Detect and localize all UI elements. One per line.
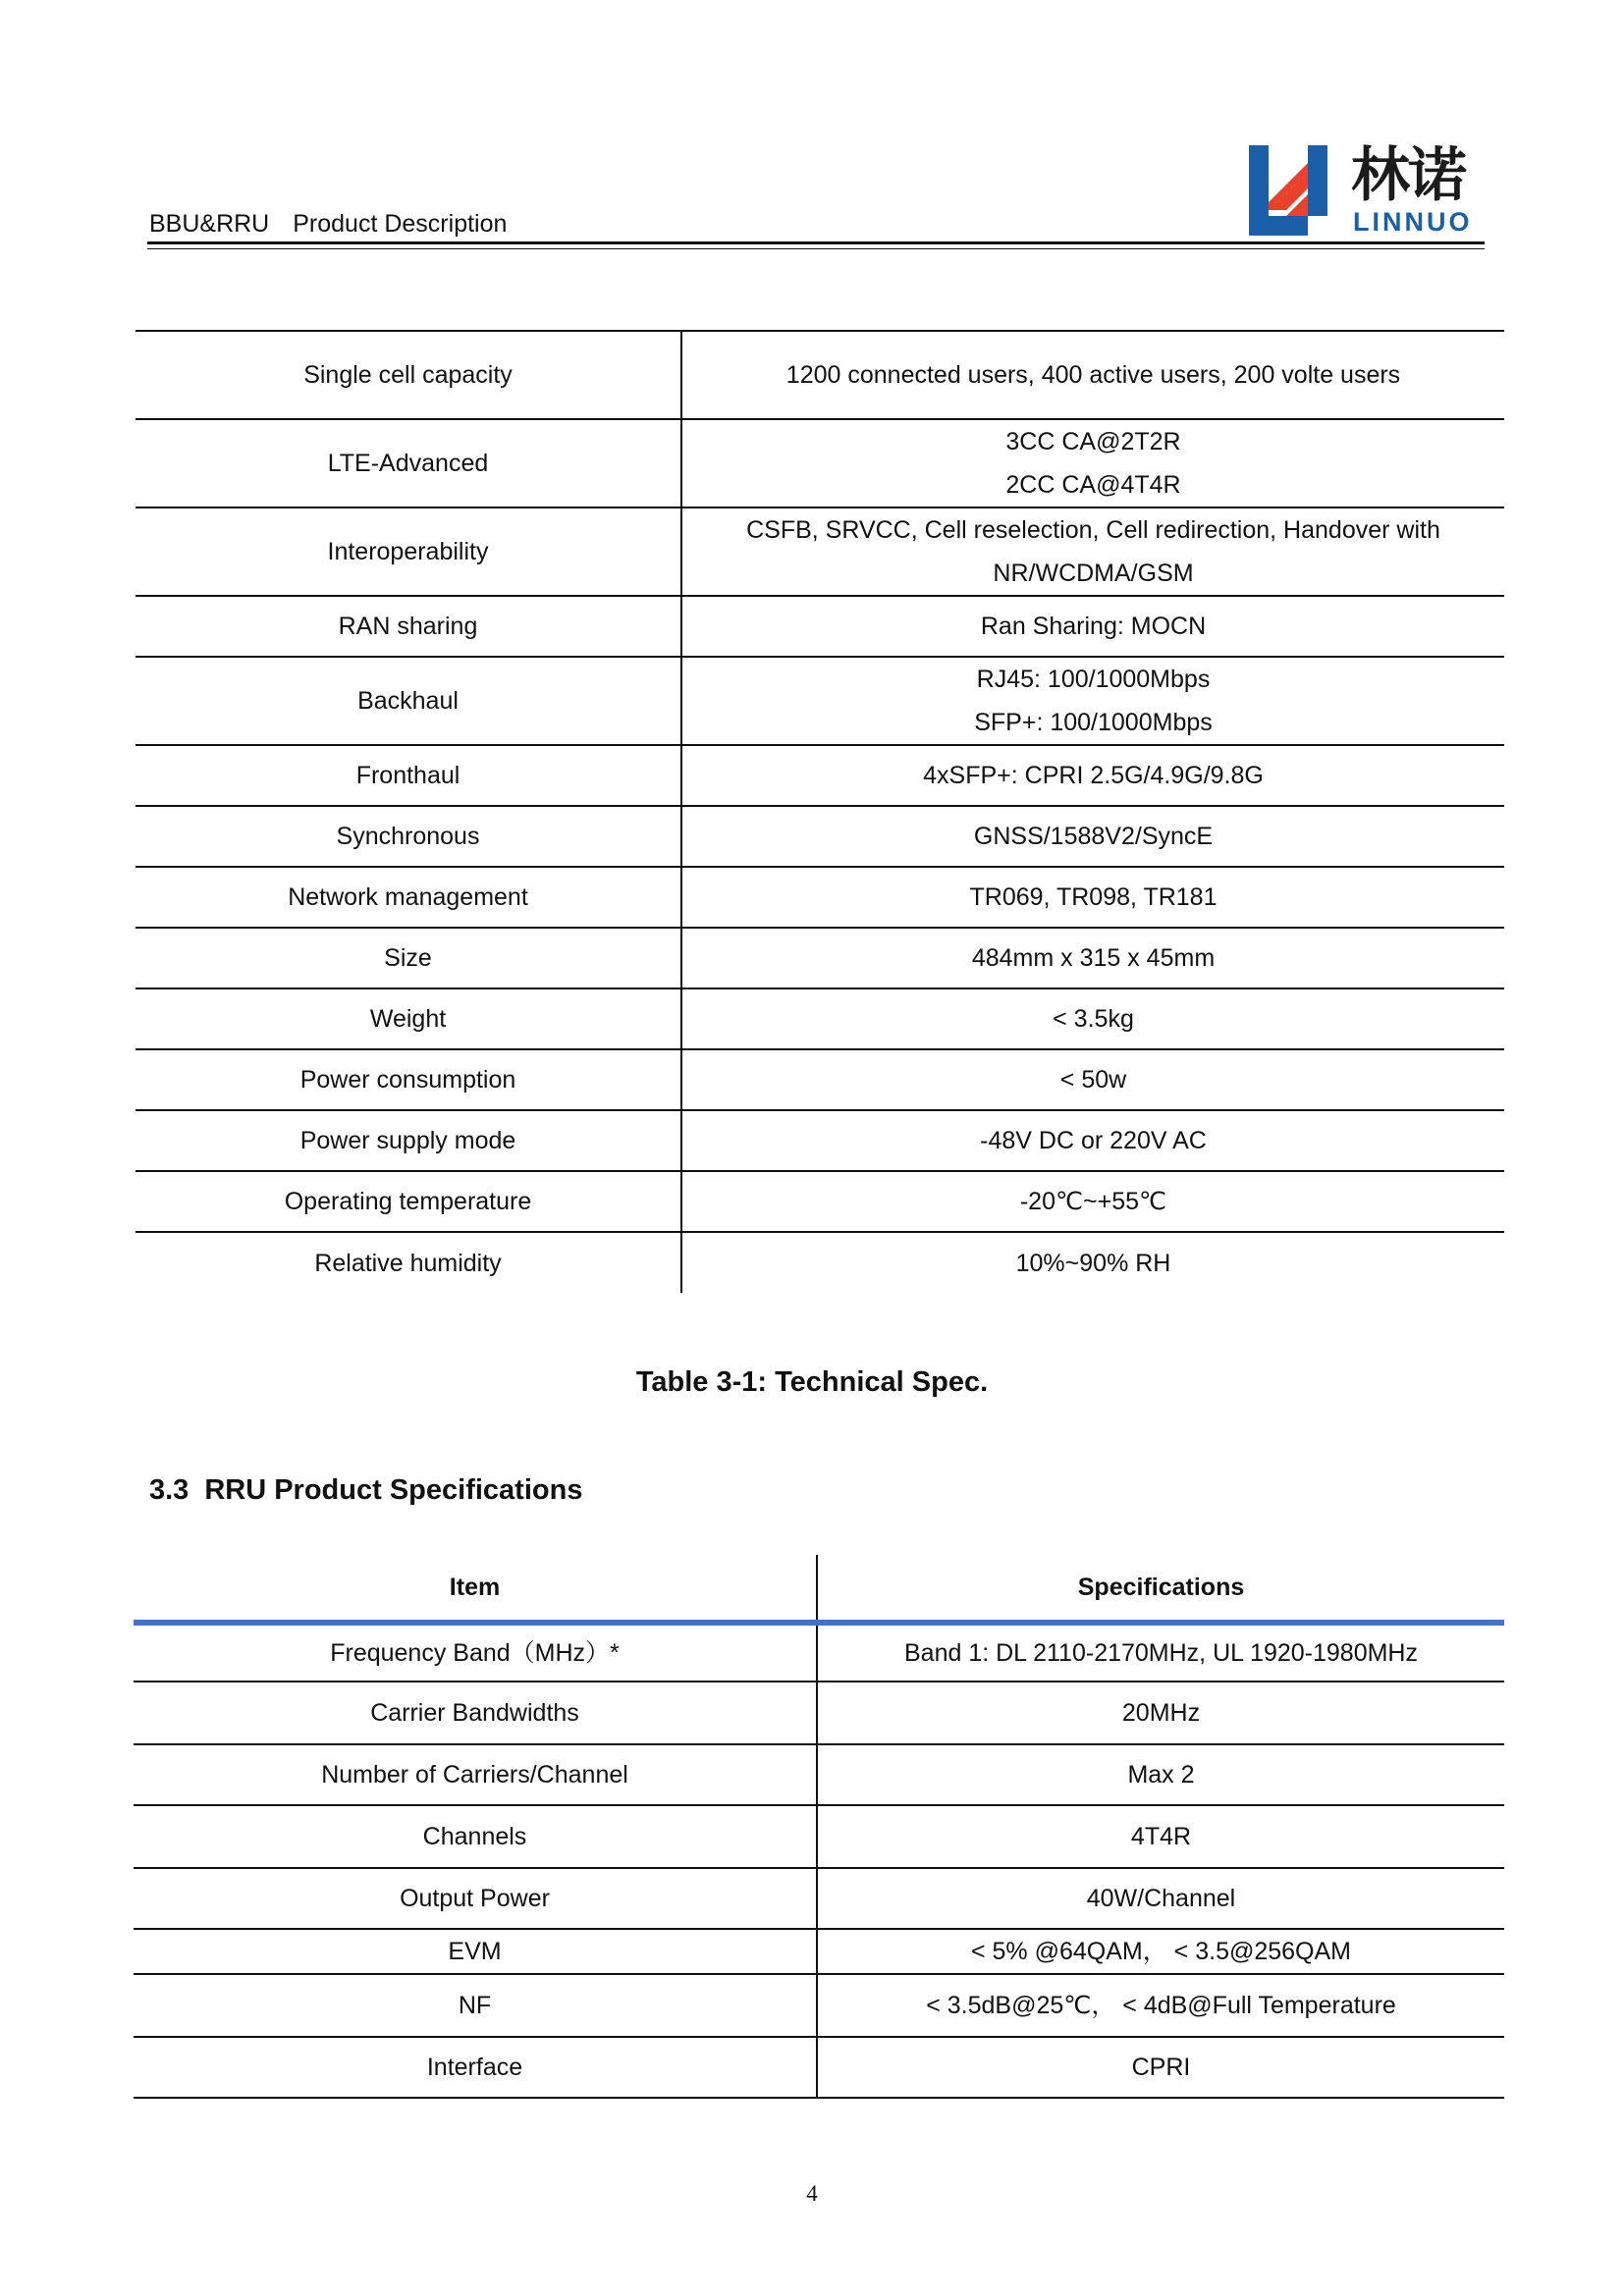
rru-row <box>134 1929 1504 1974</box>
company-logo <box>1247 143 1492 238</box>
spec-name-cell: Power supply mode <box>135 1110 681 1171</box>
spec-value-line: 3CC CA@2T2R <box>1005 428 1181 455</box>
table-caption: Table 3-1: Technical Spec. <box>635 1366 989 1398</box>
header-rule-thin <box>147 248 1485 249</box>
spec-name-cell: Fronthaul <box>135 745 681 806</box>
rru-row <box>134 1805 1504 1868</box>
spec-name-cell: RAN sharing <box>135 596 681 657</box>
spec-row <box>135 1171 1504 1232</box>
spec-name-cell: Interoperability <box>135 507 681 596</box>
rru-row <box>134 2037 1504 2098</box>
section-title: RRU Product Specifications <box>204 1474 583 1506</box>
spec-value-cell <box>681 988 1504 1049</box>
spec-value-cell <box>681 1232 1504 1293</box>
logo-english-text: LINNUO <box>1353 207 1473 237</box>
rru-spec-cell: Band 1: DL 2110-2170MHz, UL 1920-1980MHz <box>817 1623 1504 1682</box>
rru-row <box>134 1682 1504 1744</box>
rru-spec-cell: CPRI <box>817 2037 1504 2098</box>
page-number: 4 <box>806 2181 818 2206</box>
spec-row <box>135 596 1504 657</box>
spec-value-line: RJ45: 100/1000Mbps <box>976 666 1211 693</box>
rru-spec-cell: 4T4R <box>817 1805 1504 1868</box>
spec-row <box>135 657 1504 745</box>
logo-chinese-text: 林诺 <box>1351 141 1465 210</box>
section-number: 3.3 <box>149 1474 189 1506</box>
spec-value-line: 4xSFP+: CPRI 2.5G/4.9G/9.8G <box>923 762 1264 789</box>
rru-item-cell: NF <box>134 1974 817 2037</box>
spec-value-line: < 50w <box>1059 1066 1127 1094</box>
spec-value-line: 1200 connected users, 400 active users, 200 volte users <box>785 361 1401 389</box>
spec-value-cell <box>681 806 1504 867</box>
spec-name-cell: Power consumption <box>135 1049 681 1110</box>
technical-spec-table <box>135 330 1504 1293</box>
rru-item-cell: Frequency Band（MHz）* <box>134 1623 817 1682</box>
spec-name-cell: Single cell capacity <box>135 331 681 419</box>
doc-subtitle: Product Description <box>293 210 508 238</box>
header-title <box>149 210 507 239</box>
section-heading <box>149 1474 582 1507</box>
rru-spec-cell: 20MHz <box>817 1682 1504 1744</box>
spec-row <box>135 419 1504 507</box>
spec-value-cell <box>681 745 1504 806</box>
column-header-specifications: Specifications <box>817 1555 1504 1623</box>
spec-value-line: TR069, TR098, TR181 <box>969 883 1218 911</box>
rru-row <box>134 1744 1504 1805</box>
spec-value-cell <box>681 867 1504 928</box>
spec-row <box>135 867 1504 928</box>
spec-value-cell <box>681 596 1504 657</box>
spec-value-cell <box>681 507 1504 596</box>
spec-value-cell <box>681 928 1504 988</box>
spec-row <box>135 745 1504 806</box>
rru-item-cell: Interface <box>134 2037 817 2098</box>
rru-item-cell: Number of Carriers/Channel <box>134 1744 817 1805</box>
rru-spec-cell: 40W/Channel <box>817 1868 1504 1929</box>
rru-header-row <box>134 1555 1504 1623</box>
rru-item-cell: EVM <box>134 1929 817 1974</box>
spec-row <box>135 806 1504 867</box>
spec-value-cell <box>681 419 1504 507</box>
spec-name-cell: Size <box>135 928 681 988</box>
spec-name-cell: LTE-Advanced <box>135 419 681 507</box>
spec-row <box>135 928 1504 988</box>
spec-name-cell: Network management <box>135 867 681 928</box>
rru-item-cell: Carrier Bandwidths <box>134 1682 817 1744</box>
spec-value-line: 10%~90% RH <box>1015 1249 1171 1277</box>
rru-row <box>134 1868 1504 1929</box>
rru-spec-cell: Max 2 <box>817 1744 1504 1805</box>
spec-value-line: 2CC CA@4T4R <box>1005 471 1181 499</box>
spec-value-line: -20℃~+55℃ <box>1019 1188 1167 1215</box>
spec-value-cell <box>681 1171 1504 1232</box>
spec-value-cell <box>681 331 1504 419</box>
rru-spec-cell: < 5% @64QAM， < 3.5@256QAM <box>817 1929 1504 1974</box>
spec-value-line: Ran Sharing: MOCN <box>980 613 1207 640</box>
spec-row <box>135 1110 1504 1171</box>
spec-row <box>135 1232 1504 1293</box>
spec-row <box>135 988 1504 1049</box>
spec-value-line: GNSS/1588V2/SyncE <box>973 823 1214 850</box>
spec-value-line: NR/WCDMA/GSM <box>993 560 1194 587</box>
spec-value-line: SFP+: 100/1000Mbps <box>974 709 1213 736</box>
spec-row <box>135 507 1504 596</box>
spec-name-cell: Backhaul <box>135 657 681 745</box>
spec-value-line: 484mm x 315 x 45mm <box>971 944 1216 972</box>
spec-value-line: CSFB, SRVCC, Cell reselection, Cell redirection, Handover with <box>746 516 1440 544</box>
spec-value-cell <box>681 657 1504 745</box>
doc-name: BBU&RRU <box>149 210 270 238</box>
rru-row <box>134 1623 1504 1682</box>
rru-spec-cell: < 3.5dB@25℃， < 4dB@Full Temperature <box>817 1974 1504 2037</box>
spec-name-cell: Operating temperature <box>135 1171 681 1232</box>
rru-item-cell: Output Power <box>134 1868 817 1929</box>
logo-mark-icon <box>1247 143 1341 238</box>
spec-value-line: < 3.5kg <box>1053 1005 1134 1033</box>
rru-item-cell: Channels <box>134 1805 817 1868</box>
spec-row <box>135 331 1504 419</box>
rru-spec-table <box>134 1555 1504 2099</box>
spec-value-cell <box>681 1049 1504 1110</box>
spec-name-cell: Weight <box>135 988 681 1049</box>
spec-name-cell: Synchronous <box>135 806 681 867</box>
spec-value-line: -48V DC or 220V AC <box>980 1127 1207 1154</box>
spec-value-cell <box>681 1110 1504 1171</box>
rru-row <box>134 1974 1504 2037</box>
column-header-item: Item <box>134 1555 817 1623</box>
spec-name-cell: Relative humidity <box>135 1232 681 1293</box>
spec-row <box>135 1049 1504 1110</box>
header-rule <box>147 241 1485 244</box>
